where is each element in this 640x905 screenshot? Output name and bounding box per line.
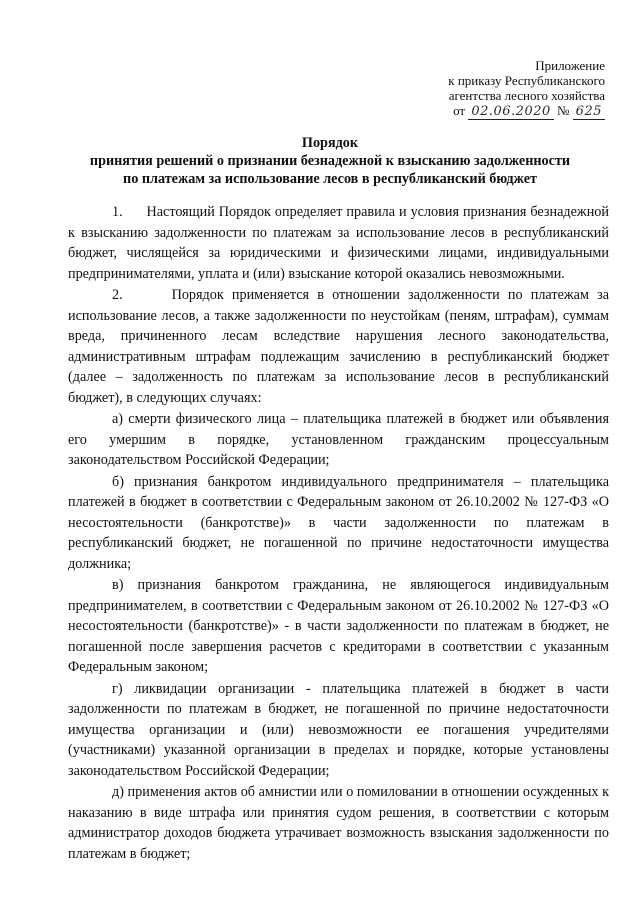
subparagraph-g: г) ликвидации организации - плательщика платежей в бюджет в части задолженности по платежам в бюджет, не погашенной по причине недостаточности имущества организации и (или) невозможности ее погашения учредителями (участниками) указанной организации в пределах и порядке, которые установлены законодательством Российской Федерации; [68, 680, 609, 779]
subparagraph-d: д) применения актов об амнистии или о помиловании в отношении осужденных к наказанию в виде штрафа или принятия судом решения, в соответствии с которым администратор доходов бюджета утрачивает возможность взыскания задолженности по платежам в бюджет; [68, 784, 609, 862]
appendix-date-line [420, 103, 605, 119]
title-line-1: Порядок [301, 135, 359, 151]
handwritten-number: 625 [573, 104, 605, 120]
appendix-line-2: к приказу Республиканского [448, 73, 605, 88]
title-line-3: по платежам за использование лесов в республиканский бюджет [123, 171, 537, 187]
appendix-block [420, 58, 605, 119]
from-prefix: от [453, 103, 466, 118]
paragraph-1: 1. Настоящий Порядок определяет правила и условия признания безнадежной к взысканию задолженности по платежам за использование лесов в республиканский бюджет, числящейся за юридическими и физическими лицами, индивидуальными предпринимателями, уплата и (или) взыскание которой оказались невозможными. [68, 204, 609, 282]
subparagraph-b: б) признания банкротом индивидуального предпринимателя – плательщика платежей в бюджет в соответствии с Федеральным законом от 26.10.2002 № 127-ФЗ «О несостоятельности (банкротстве)» в части задолженности по платежам в республиканский бюджет, не погашенной по причине недостаточности имущества должника; [68, 473, 609, 572]
paragraph-2: 2. Порядок применяется в отношении задолженности по платежам за использование лесов, а также задолженности по неустойкам (пеням, штрафам), суммам вреда, причиненного лесам вследствие нарушения лесного законодательства, административным штрафам подлежащим зачислению в республиканский бюджет (далее – задолженность по платежам за использование лесов в республиканский бюджет), в следующих случаях: [68, 287, 609, 406]
appendix-line-3: агентства лесного хозяйства [448, 88, 605, 103]
subparagraph-a: а) смерти физического лица – плательщика платежей в бюджет или объявления его умершим в порядке, установленном гражданским процессуальным законодательством Российской Федерации; [68, 411, 609, 468]
subparagraph-v: в) признания банкротом гражданина, не являющегося индивидуальным предпринимателем, в соответствии с Федеральным законом от 26.10.2002 № 127-ФЗ «О несостоятельности (банкротстве)» - в части задолженности по платежам в бюджет, не погашенной после завершения расчетов с кредиторами в соответствии с указанным Федеральным законом; [68, 577, 609, 675]
number-prefix: № [557, 103, 570, 118]
document-body [68, 202, 609, 865]
appendix-line-1: Приложение [535, 58, 605, 73]
title-line-2: принятия решений о признании безнадежной к взысканию задолженности [89, 153, 571, 169]
handwritten-date: 02.06.2020 [468, 104, 553, 120]
document-title [40, 134, 620, 188]
